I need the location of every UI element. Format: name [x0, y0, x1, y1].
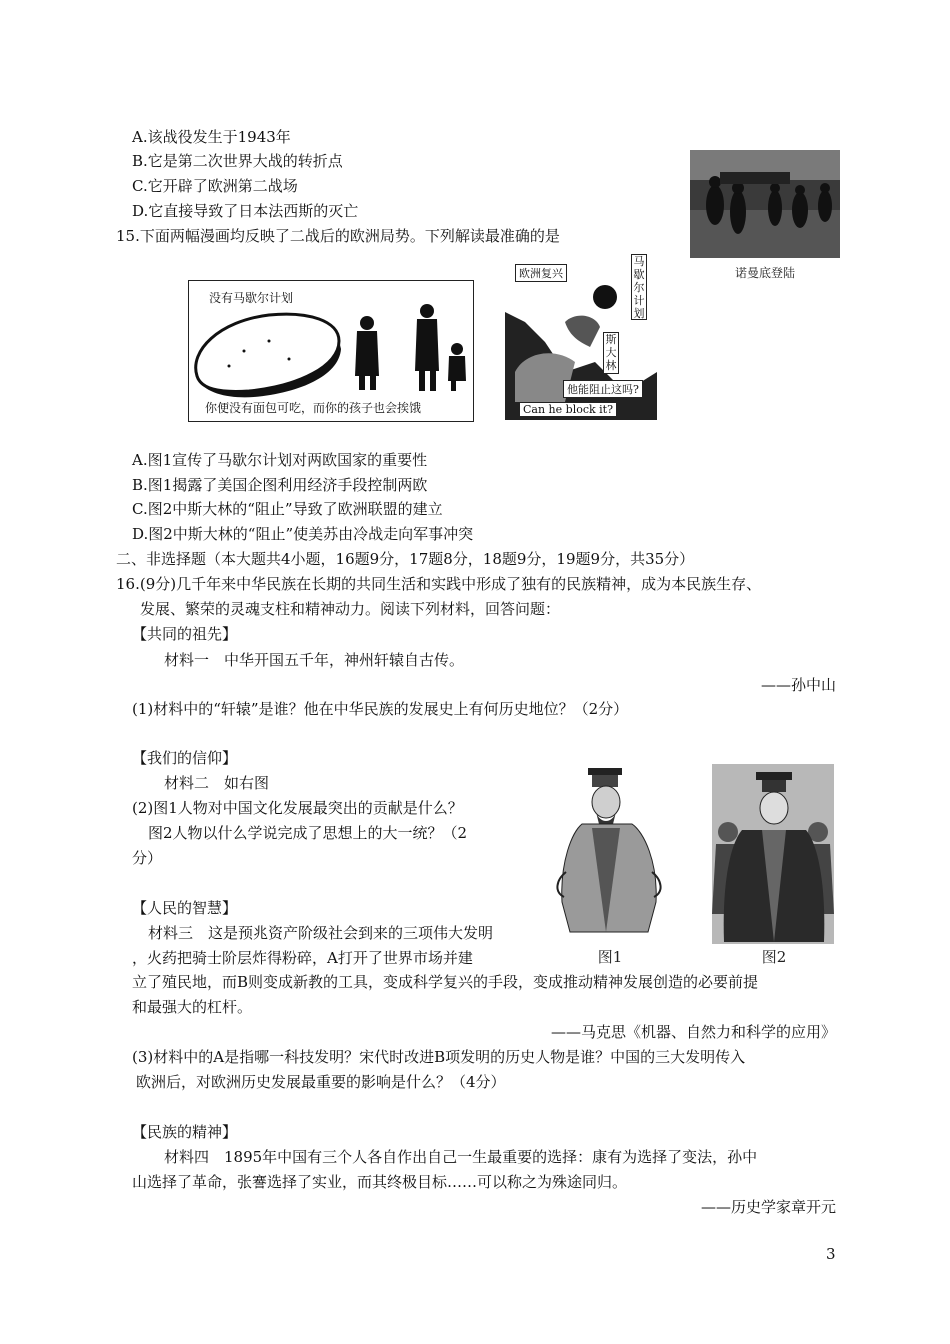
cartoon-2-label-marshall: 马歇尔计划 — [631, 254, 647, 320]
q16-s3-heading: 【人民的智慧】 — [132, 899, 238, 917]
q14-option-d: D.它直接导致了日本法西斯的灭亡 — [132, 202, 359, 220]
q16-s2-question-line2: 图2人物以什么学说完成了思想上的大一统？（2 — [148, 824, 468, 842]
cartoon-2-bubble-cn: 他能阻止这吗? — [563, 380, 643, 398]
q16-intro-line2: 发展、繁荣的灵魂支柱和精神动力。阅读下列材料，回答问题： — [140, 600, 561, 618]
q16-s1-heading: 【共同的祖先】 — [132, 625, 238, 643]
q16-s4-heading: 【民族的精神】 — [132, 1123, 238, 1141]
q16-s2-question-line3: 分） — [132, 849, 163, 867]
cartoon-1-title: 没有马歇尔计划 — [209, 291, 294, 305]
q15-option-b: B.图1揭露了美国企图利用经济手段控制两欧 — [132, 476, 428, 494]
q15-option-c: C.图2中斯大林的“阻止”导致了欧洲联盟的建立 — [132, 500, 443, 518]
q16-s1-question: (1)材料中的“轩辕”是谁？他在中华民族的发展史上有何历史地位？（2分） — [132, 700, 629, 718]
q16-s3-line2: ，火药把骑士阶层炸得粉碎，A打开了世界市场并建 — [132, 949, 473, 967]
normandy-photo — [690, 150, 840, 258]
figure-2-caption: 图2 — [761, 948, 787, 966]
q14-option-c: C.它开辟了欧洲第二战场 — [132, 177, 298, 195]
q14-option-b: B.它是第二次世界大战的转折点 — [132, 152, 343, 170]
figure-2-portrait — [712, 764, 834, 944]
q16-s3-source: ——马克思《机器、自然力和科学的应用》 — [550, 1023, 836, 1041]
q16-s3-question-line2: 欧洲后，对欧洲历史发展最重要的影响是什么？（4分） — [136, 1073, 506, 1091]
q16-s4-source: ——历史学家章开元 — [700, 1198, 836, 1216]
q16-s3-line1: 材料三 这是预兆资产阶级社会到来的三项伟大发明 — [148, 924, 494, 942]
cartoon-2-bubble-en: Can he block it? — [519, 402, 617, 417]
cartoon-1-caption: 你便没有面包可吃，而你的孩子也会挨饿 — [205, 401, 422, 415]
figure-1-portrait — [552, 762, 668, 940]
q14-option-a: A.该战役发生于1943年 — [132, 128, 291, 146]
q15-option-d: D.图2中斯大林的“阻止”使美苏由冷战走向军事冲突 — [132, 525, 474, 543]
q15-option-a: A.图1宣传了马歇尔计划对两欧国家的重要性 — [132, 451, 428, 469]
q16-intro-line1: 16.(9分)几千年来中华民族在长期的共同生活和实践中形成了独有的民族精神，成为本民族生存、 — [116, 575, 762, 593]
q16-s2-question-line1: (2)图1人物对中国文化发展最突出的贡献是什么？ — [132, 799, 463, 817]
q16-s2-heading: 【我们的信仰】 — [132, 749, 238, 767]
q16-s3-line3: 立了殖民地，而B则变成新教的工具，变成科学复兴的手段，变成推动精神发展创造的必要前提 — [132, 973, 759, 991]
cartoon-1 — [188, 280, 474, 422]
q16-s1-material: 材料一 中华开国五千年，神州轩辕自古传。 — [164, 651, 465, 669]
section-2-heading: 二、非选择题（本大题共4小题，16题9分，17题8分，18题9分，19题9分，共35分） — [116, 550, 695, 568]
cartoon-2 — [505, 252, 657, 420]
figure-1-caption: 图1 — [597, 948, 623, 966]
q16-s1-source: ——孙中山 — [760, 676, 836, 694]
cartoon-2-label-stalin: 斯大林 — [603, 332, 619, 374]
normandy-caption: 诺曼底登陆 — [734, 266, 795, 280]
q16-s4-line2: 山选择了革命，张謇选择了实业，而其终极目标……可以称之为殊途同归。 — [132, 1173, 628, 1191]
q16-s3-question-line1: (3)材料中的A是指哪一科技发明？宋代时改进B项发明的历史人物是谁？中国的三大发明传入 — [132, 1048, 746, 1066]
q16-s3-line4: 和最强大的杠杆。 — [132, 998, 253, 1016]
cartoon-2-label-europe: 欧洲复兴 — [515, 264, 567, 282]
page-number: 3 — [826, 1245, 836, 1263]
q15-stem: 15.下面两幅漫画均反映了二战后的欧洲局势。下列解读最准确的是 — [116, 227, 560, 245]
q16-s4-line1: 材料四 1895年中国有三个人各自作出自己一生最重要的选择：康有为选择了变法，孙中 — [164, 1148, 758, 1166]
q16-s2-material: 材料二 如右图 — [164, 774, 270, 792]
